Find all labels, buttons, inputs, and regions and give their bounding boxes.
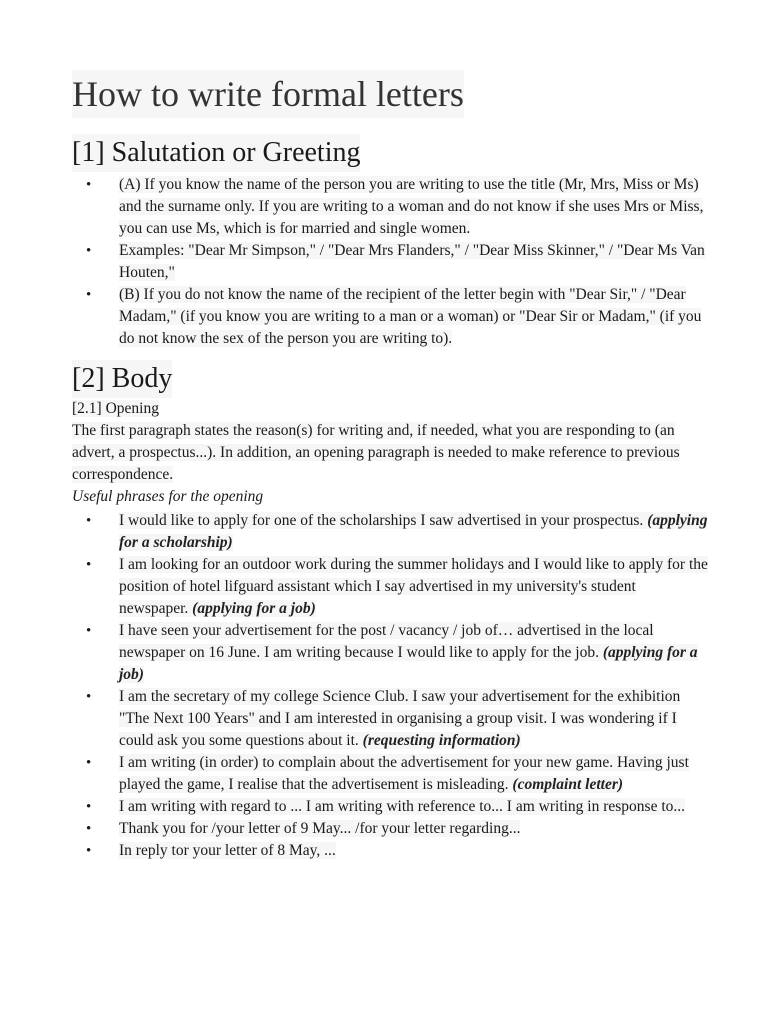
- bullet-icon: •: [86, 821, 92, 837]
- bullet-icon: •: [86, 243, 92, 259]
- document-page: [72, 70, 708, 862]
- bullet-icon: •: [86, 557, 92, 573]
- list-item: • (B) If you do not know the name of the recipient of the letter begin with "Dear Sir," / "Dear Madam," (if you know you are writing to a man or a woman) or "Dear Sir or Madam," (if you do not know the sex of the person you are writing to).: [86, 286, 702, 347]
- section-2-heading: [2] Body: [72, 360, 172, 398]
- section-1-list: [72, 174, 708, 350]
- phrases-label: Useful phrases for the opening: [72, 488, 264, 505]
- bullet-icon: •: [86, 177, 92, 193]
- bullet-icon: •: [86, 623, 92, 639]
- list-item: • I am writing with regard to ... I am writing with reference to... I am writing in response to...: [72, 796, 708, 818]
- subsection-heading: [2.1] Opening: [72, 400, 159, 417]
- page-title: How to write formal letters: [72, 70, 464, 118]
- opening-paragraph: The first paragraph states the reason(s) for writing and, if needed, what you are responding to (an advert, a prospectus...). In addition, an opening paragraph is needed to make reference to previous correspondence.: [72, 422, 680, 483]
- list-item: • Thank you for /your letter of 9 May... /for your letter regarding...: [72, 818, 708, 840]
- bullet-icon: •: [86, 513, 92, 529]
- list-item: • I have seen your advertisement for the post / vacancy / job of… advertised in the local newspaper on 16 June. I am writing because I would like to apply for the job. (applying for a job): [86, 622, 698, 683]
- bullet-icon: •: [86, 843, 92, 859]
- section-1-heading: [1] Salutation or Greeting: [72, 134, 360, 172]
- bullet-icon: •: [86, 799, 92, 815]
- bullet-icon: •: [86, 755, 92, 771]
- list-item: • (A) If you know the name of the person you are writing to use the title (Mr, Mrs, Miss or Ms) and the surname only. If you are writing to a woman and do not know if she uses Mrs or Miss, you can use Ms, which is for married and single women.: [86, 176, 704, 237]
- phrases-list: [72, 510, 708, 862]
- section-1: [72, 134, 708, 350]
- list-item: • I would like to apply for one of the scholarships I saw advertised in your prospectus. (applying for a scholarship): [86, 512, 708, 551]
- list-item: • I am looking for an outdoor work during the summer holidays and I would like to apply for the position of hotel lifguard assistant which I say advertised in my university's student newspaper. (applying for a job): [86, 556, 708, 617]
- list-item: • I am the secretary of my college Science Club. I saw your advertisement for the exhibition "The Next 100 Years" and I am interested in organising a group visit. I was wondering if I could ask you some questions about it. (requesting information): [86, 688, 681, 749]
- list-item: • In reply tor your letter of 8 May, ...: [72, 840, 708, 862]
- bullet-icon: •: [86, 689, 92, 705]
- bullet-icon: •: [86, 287, 92, 303]
- list-item: • I am writing (in order) to complain about the advertisement for your new game. Having just played the game, I realise that the advertisement is misleading. (complaint letter): [86, 754, 689, 793]
- section-2: [72, 360, 708, 862]
- list-item: • Examples: "Dear Mr Simpson," / "Dear Mrs Flanders," / "Dear Miss Skinner," / "Dear Ms Van Houten,": [86, 242, 705, 281]
